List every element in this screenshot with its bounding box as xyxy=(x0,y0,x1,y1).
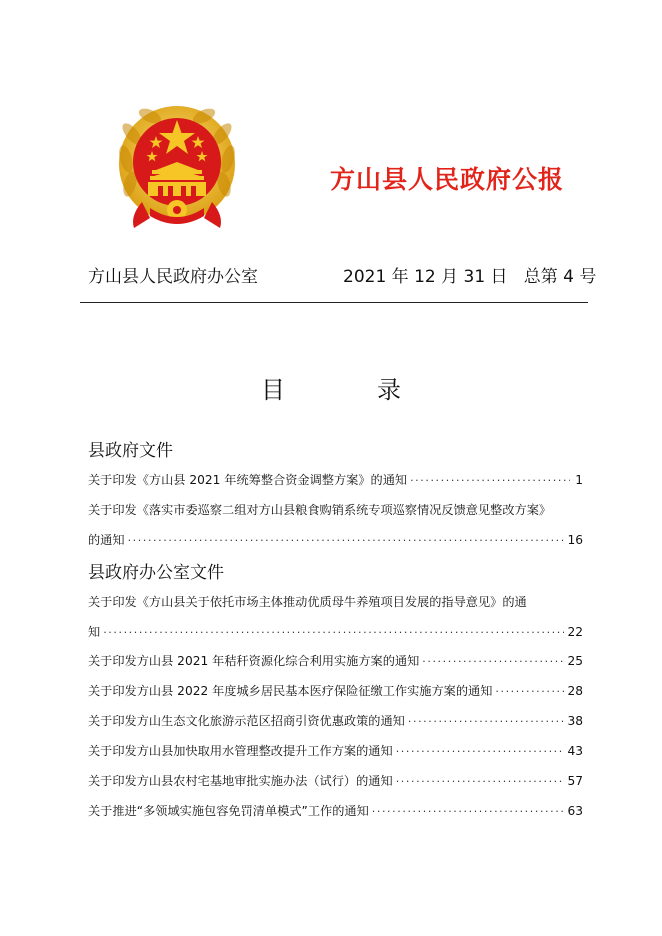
toc-entry-page: 63 xyxy=(567,804,583,818)
toc-entry-page: 1 xyxy=(575,473,583,487)
toc-entry-title: 关于印发《方山县关于依托市场主体推动优质母牛养殖项目发展的指导意见》的通 xyxy=(88,595,527,609)
leader-dots xyxy=(396,774,565,790)
toc-entry-title: 关于推进“多领域实施包容免罚清单模式”工作的通知 xyxy=(88,804,369,818)
leader-dots xyxy=(495,684,564,700)
leader-dots xyxy=(396,744,565,760)
toc-entry-title: 关于印发方山县 2022 年度城乡居民基本医疗保险征缴工作实施方案的通知 xyxy=(88,684,493,698)
toc-entry-title: 关于印发《方山县 2021 年统筹整合资金调整方案》的通知 xyxy=(88,473,408,487)
toc-entry-page: 22 xyxy=(567,625,583,639)
national-emblem-icon xyxy=(112,104,242,232)
bulletin-title: 方山县人民政府公报 xyxy=(330,165,565,194)
toc-title: 目录 xyxy=(261,376,493,404)
toc-entry[interactable] xyxy=(88,502,583,549)
toc-entry[interactable] xyxy=(88,653,583,670)
toc-entry[interactable] xyxy=(88,713,583,730)
toc-entry-page: 25 xyxy=(567,654,583,668)
leader-dots xyxy=(422,654,564,670)
toc-entry-page: 16 xyxy=(567,533,583,547)
toc-entry-page: 57 xyxy=(567,774,583,788)
toc-entry-title-continued: 的通知 xyxy=(88,533,125,547)
section-heading: 县政府办公室文件 xyxy=(88,563,224,583)
toc-entry-title: 关于印发方山县加快取用水管理整改提升工作方案的通知 xyxy=(88,744,393,758)
toc-entry-page: 43 xyxy=(567,744,583,758)
toc-entry-title: 关于印发方山县 2021 年秸秆资源化综合利用实施方案的通知 xyxy=(88,654,420,668)
toc-entry[interactable] xyxy=(88,803,583,820)
toc-entry-page: 28 xyxy=(567,684,583,698)
date-and-issue: 2021 年 12 月 31 日 总第 4 号 xyxy=(343,267,597,287)
toc-entry[interactable] xyxy=(88,594,583,641)
toc-entry[interactable] xyxy=(88,472,583,489)
section-heading: 县政府文件 xyxy=(88,441,173,461)
toc-entry[interactable] xyxy=(88,743,583,760)
leader-dots xyxy=(103,625,564,641)
leader-dots xyxy=(128,533,565,549)
toc-entry[interactable] xyxy=(88,683,583,700)
toc-entry-title: 关于印发方山县农村宅基地审批实施办法（试行）的通知 xyxy=(88,774,393,788)
toc-entry[interactable] xyxy=(88,773,583,790)
leader-dots xyxy=(372,804,565,820)
leader-dots xyxy=(410,473,570,489)
toc-entry-title-continued: 知 xyxy=(88,625,101,639)
leader-dots xyxy=(408,714,565,730)
toc-entry-title: 关于印发《落实市委巡察二组对方山县粮食购销系统专项巡察情况反馈意见整改方案》 xyxy=(88,503,552,517)
header-divider xyxy=(80,302,588,303)
toc-entry-page: 38 xyxy=(567,714,583,728)
issuing-office: 方山县人民政府办公室 xyxy=(88,267,258,287)
toc-entry-title: 关于印发方山生态文化旅游示范区招商引资优惠政策的通知 xyxy=(88,714,405,728)
